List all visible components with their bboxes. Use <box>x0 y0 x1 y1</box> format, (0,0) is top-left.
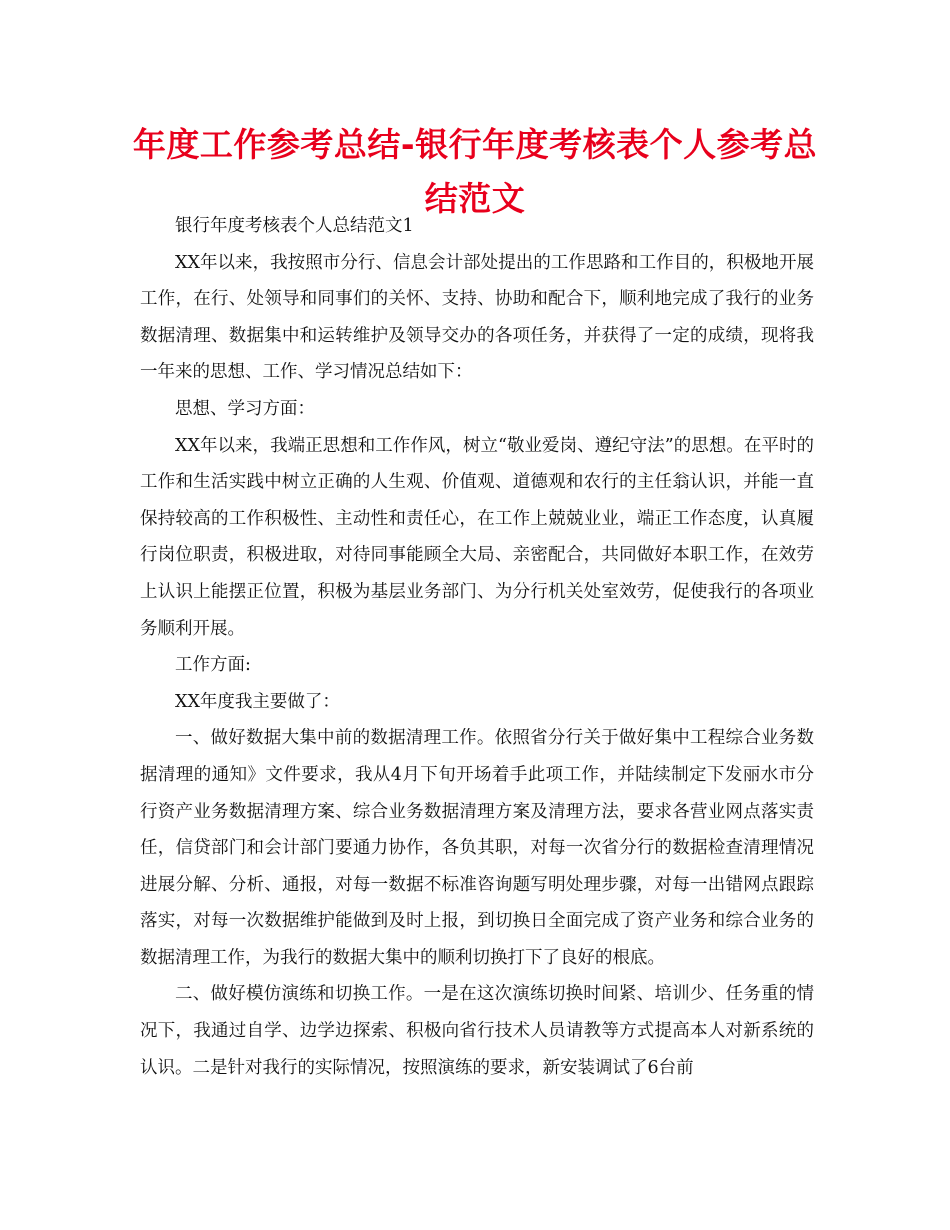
document-body <box>140 208 814 1086</box>
document-title: 年度工作参考总结-银行年度考核表个人参考总结范文 <box>132 125 818 218</box>
intro-paragraph: XX年以来，我按照市分行、信息会计部处提出的工作思路和工作目的，积极地开展工作，在行、处领导和同事们的关怀、支持、协助和配合下，顺利地完成了我行的业务数据清理、数据集中和运转维护及领导交办的各项任务，并获得了一定的成绩，现将我一年来的思想、工作、学习情况总结如下： <box>140 252 814 383</box>
work-item-1-paragraph: 一、做好数据大集中前的数据清理工作。依照省分行关于做好集中工程综合业务数据清理的通知》文件要求，我从4月下旬开场着手此项工作，并陆续制定下发丽水市分行资产业务数据清理方案、综合业务数据清理方案及清理方法，要求各营业网点落实责任，信贷部门和会计部门要通力协作，各负其职，对每一次省分行的数据检查清理情况进展分解、分析、通报，对每一数据不标准咨询题写明处理步骤，对每一出错网点跟踪落实，对每一次数据维护能做到及时上报，到切换日全面完成了资产业务和综合业务的数据清理工作，为我行的数据大集中的顺利切换打下了良好的根底。 <box>140 728 814 968</box>
thought-study-paragraph: XX年以来，我端正思想和工作作风，树立“敬业爱岗、遵纪守法”的思想。在平时的工作和生活实践中树立正确的人生观、价值观、道德观和农行的主任翁认识，并能一直保持较高的工作积极性、主动性和责任心，在工作上兢兢业业，端正工作态度，认真履行岗位职责，积极进取，对待同事能顾全大局、亲密配合，共同做好本职工作，在效劳上认识上能摆正位置，积极为基层业务部门、为分行机关处室效劳，促使我行的各项业务顺利开展。 <box>140 435 814 639</box>
work-heading: 工作方面: <box>175 655 251 676</box>
work-lead-paragraph: XX年度我主要做了： <box>175 691 340 712</box>
thought-study-heading: 思想、学习方面： <box>175 398 315 419</box>
work-item-2-paragraph: 二、做好模仿演练和切换工作。一是在这次演练切换时间紧、培训少、任务重的情况下，我通过自学、边学边探索、积极向省行技术人员请教等方式提高本人对新系统的认识。二是针对我行的实际情况，按照演练的要求，新安装调试了6台前 <box>140 984 814 1078</box>
section-heading: 银行年度考核表个人总结范文1 <box>175 216 414 236</box>
